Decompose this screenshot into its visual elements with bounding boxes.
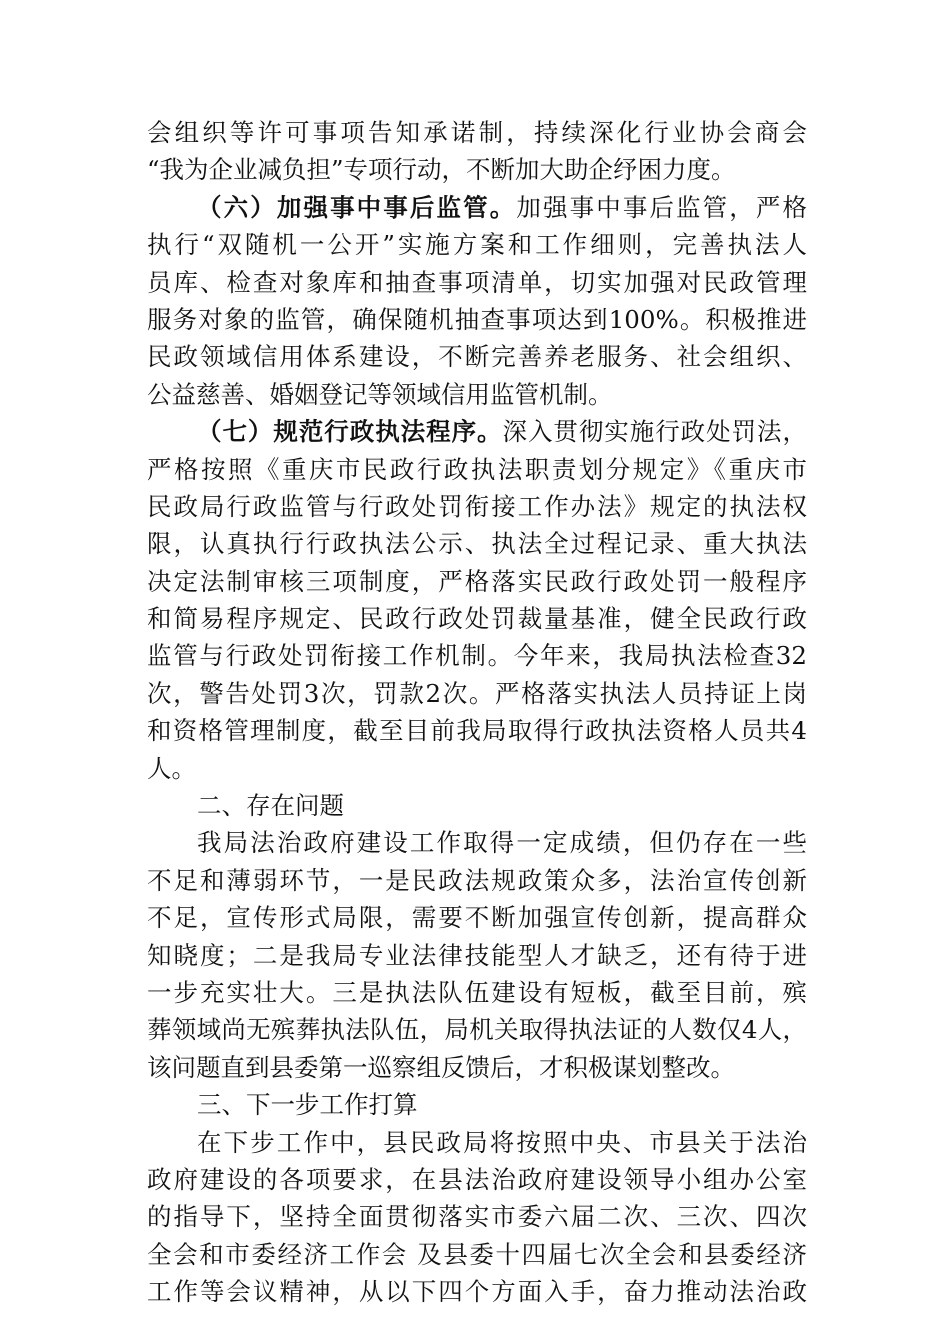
text-line: 不足和薄弱环节，一是民政法规政策众多，法治宣传创新 [147, 865, 807, 895]
text-line: 一步充实壮大。三是执法队伍建设有短板，截至目前，殡 [147, 977, 807, 1007]
text-line: “我为企业减负担”专项行动，不断加大助企纾困力度。 [147, 155, 736, 185]
text-line: 的指导下，坚持全面贯彻落实市委六届二次、三次、四次 [147, 1202, 807, 1232]
text-line: 在下步工作中，县民政局将按照中央、市县关于法治 [197, 1127, 807, 1157]
text-line: 限，认真执行行政执法公示、执法全过程记录、重大执法 [147, 529, 807, 559]
text-span: 加强事中事后监管，严格 [516, 192, 808, 222]
text-line: 全会和市委经济工作会 及县委十四届七次全会和县委经济 [147, 1239, 807, 1269]
text-line: 政府建设的各项要求，在县法治政府建设领导小组办公室 [147, 1164, 807, 1194]
text-line: 和资格管理制度，截至目前我局取得行政执法资格人员共4 [147, 716, 807, 746]
text-line: 执行“双随机一公开”实施方案和工作细则，完善执法人 [147, 230, 807, 260]
text-line: 我局法治政府建设工作取得一定成绩，但仍存在一些 [197, 828, 807, 858]
text-line: 服务对象的监管，确保随机抽查事项达到100%。积极推进 [147, 304, 807, 334]
text-line: 会组织等许可事项告知承诺制，持续深化行业协会商会 [147, 118, 807, 147]
text-line: 公益慈善、婚姻登记等领域信用监管机制。 [147, 379, 613, 409]
text-line: 决定法制审核三项制度，严格落实民政行政处罚一般程序 [147, 566, 807, 596]
text-line: 葬领域尚无殡葬执法队伍，局机关取得执法证的人数仅4人， [147, 1015, 807, 1045]
text-line: 严格按照《重庆市民政行政执法职责划分规定》《重庆市 [147, 454, 807, 484]
text-line: 不足，宣传形式局限，需要不断加强宣传创新，提高群众 [147, 903, 807, 933]
section-six-title: （六）加强事中事后监管。 [197, 192, 517, 222]
text-span: 深入贯彻实施行政处罚法， [502, 417, 808, 447]
text-line: 和简易程序规定、民政行政处罚裁量基准，健全民政行政 [147, 604, 807, 634]
heading-existing-problems: 二、存在问题 [197, 791, 344, 821]
text-line: 民政局行政监管与行政处罚衔接工作办法》规定的执法权 [147, 491, 807, 521]
section-six-line [147, 189, 807, 226]
text-line: 工作等会议精神，从以下四个方面入手，奋力推动法治政 [147, 1277, 807, 1307]
section-seven-line [147, 413, 807, 450]
text-line: 该问题直到县委第一巡察组反馈后，才积极谋划整改。 [147, 1052, 735, 1082]
document-page [147, 114, 807, 1311]
heading-next-steps: 三、下一步工作打算 [197, 1090, 418, 1120]
text-line: 监管与行政处罚衔接工作机制。今年来，我局执法检查32 [147, 641, 807, 671]
text-line: 员库、检查对象库和抽查事项清单，切实加强对民政管理 [147, 267, 807, 297]
text-line: 民政领域信用体系建设，不断完善养老服务、社会组织、 [147, 342, 807, 372]
text-line: 知晓度；二是我局专业法律技能型人才缺乏，还有待于进 [147, 940, 807, 970]
text-line: 次，警告处罚3次，罚款2次。严格落实执法人员持证上岗 [147, 678, 807, 708]
text-line: 人。 [147, 753, 196, 783]
section-seven-title: （七）规范行政执法程序。 [197, 417, 503, 447]
